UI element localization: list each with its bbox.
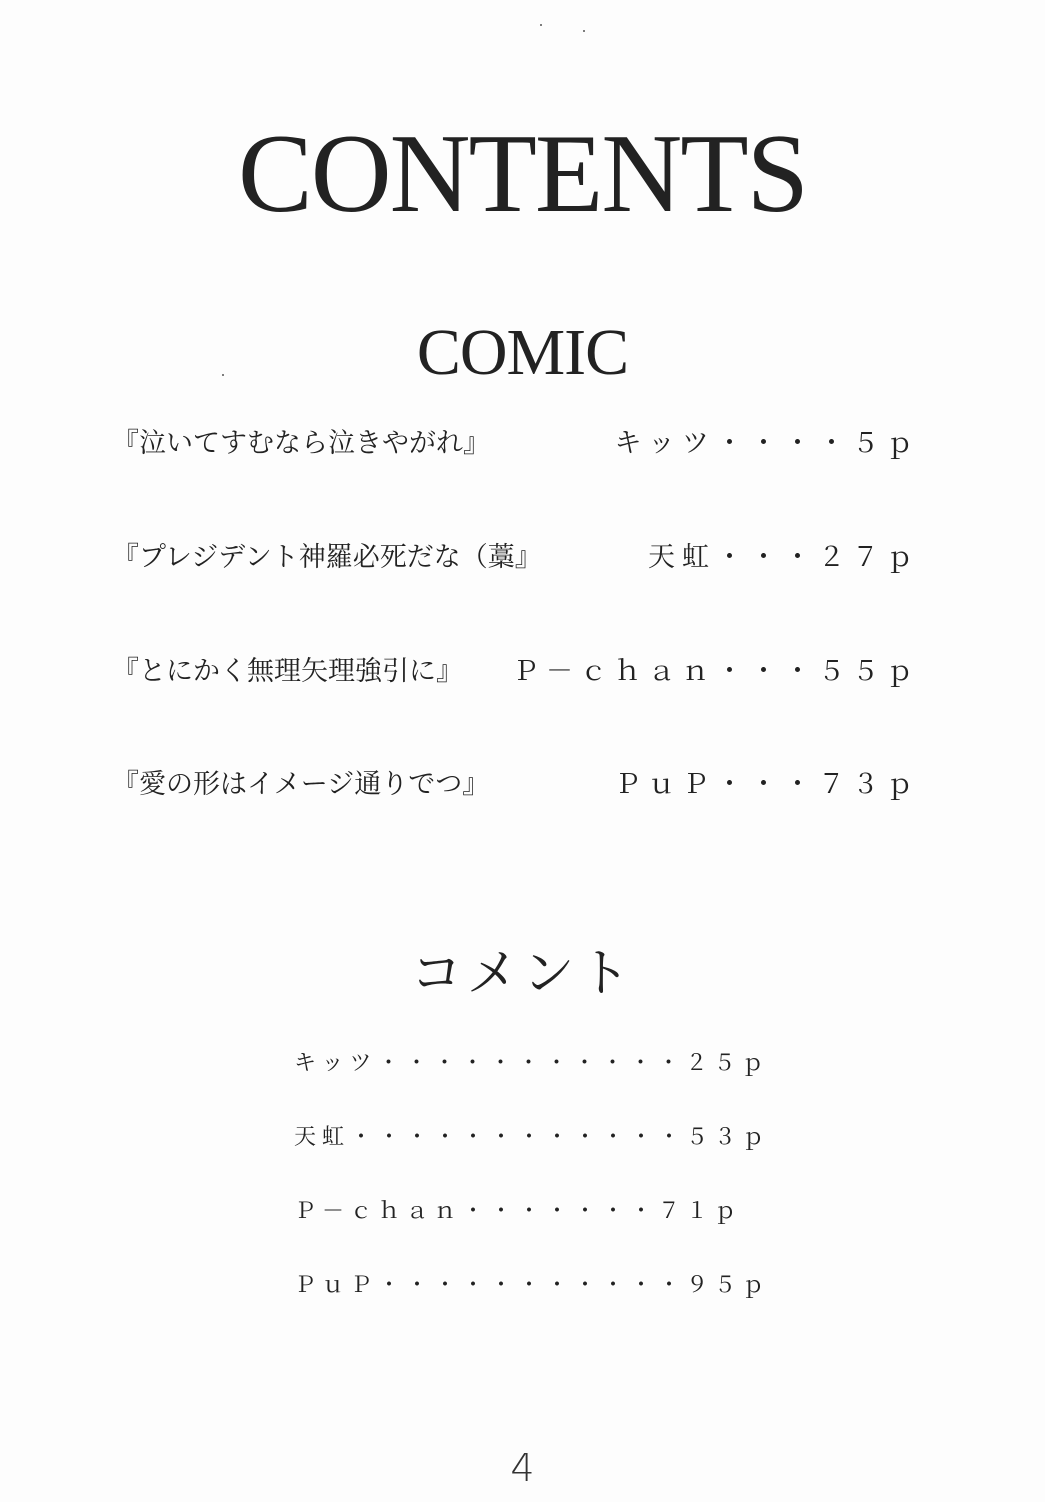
scan-speck bbox=[540, 24, 542, 26]
comic-entry bbox=[112, 424, 920, 464]
comic-entry bbox=[112, 538, 920, 578]
comment-entry: キッツ・・・・・・・・・・・２５ｐ bbox=[294, 1051, 770, 1076]
comment-section-heading: コメント bbox=[410, 944, 635, 1004]
comic-entry-title: 『泣いてすむなら泣きやがれ』 bbox=[112, 428, 490, 459]
comment-entry: ＰｕＰ・・・・・・・・・・・９５ｐ bbox=[294, 1273, 771, 1298]
comic-entry-title: 『プレジデント神羅必死だな（藁』 bbox=[112, 542, 542, 573]
comic-entry-author-page: キッツ・・・・５ｐ bbox=[614, 428, 920, 459]
comic-entry bbox=[112, 765, 920, 805]
comic-entry-author-page: 天虹・・・２７ｐ bbox=[648, 542, 920, 573]
page-title: CONTENTS bbox=[238, 112, 807, 236]
comic-entry-author-page: ＰｕＰ・・・７３ｐ bbox=[614, 769, 920, 800]
comic-entry bbox=[112, 652, 920, 692]
page-number: 4 bbox=[510, 1446, 535, 1490]
comic-entry-title: 『とにかく無理矢理強引に』 bbox=[112, 656, 463, 687]
comic-section-heading: COMIC bbox=[416, 316, 629, 389]
comic-entry-author-page: Ｐ－ｃｈａｎ・・・５５ｐ bbox=[512, 656, 920, 687]
comment-entry: 天虹・・・・・・・・・・・・５３ｐ bbox=[294, 1125, 771, 1150]
scan-speck bbox=[583, 30, 585, 32]
comment-entry: Ｐ－ｃｈａｎ・・・・・・・７１ｐ bbox=[294, 1199, 743, 1224]
comic-entry-title: 『愛の形はイメージ通りでつ』 bbox=[112, 769, 490, 800]
